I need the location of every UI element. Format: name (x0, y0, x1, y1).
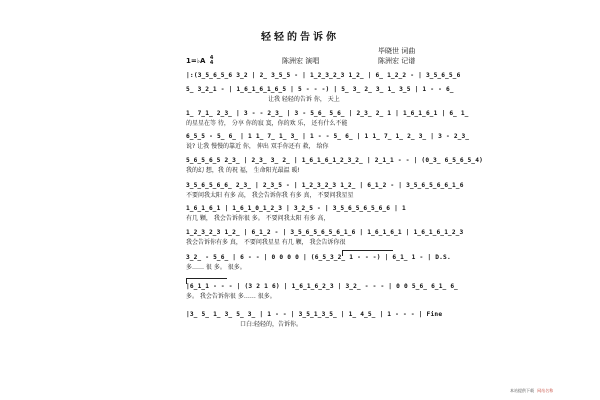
song-title: 轻轻的告诉你 (261, 32, 339, 43)
volta-bracket (342, 250, 393, 256)
lyric-line: 有几 颗， 我会告诉你很 多。 不要问我太阳 有多 高， (186, 215, 330, 222)
lyric-line: 不要问我太阳 有多 高， 我会告诉你我 有多 真， 不要问我星星 (186, 192, 354, 199)
lyric-line: 多…… 很 多。 很多。 (186, 264, 246, 271)
transcriber-credit: 陈洲宏 记谱 (378, 57, 416, 65)
notation-line: 3̲5̲6̲5̲6̲6̲ 2̲3̲ | 2̲3̲5 - | 1̲2̲3̲2̲3 1̲2̲ | 6̲1̲2 - | 3̲5̲6̲5̲6̲6̲1̲6 (186, 182, 464, 189)
notation-line: 5̲ 3̲2̲1 - | 1̲6̲1̲6̲1̲6̲5 | 5 - - -) | 5̲ 3̲ 2̲ 3̲ 1̲ 3̲5 | 1 - - 6̲ (186, 86, 454, 93)
notation-line: 1̲2̲3̲2̲3 1̲2̲ | 6̲1̲2 - | 3̲5̲6̲5̲6̲5̲6̲1̲6 | 1̲6̲1̲6̲1 | 1̲6̲1̲6̲1̲2̲3 (186, 229, 464, 236)
meter-bottom: 4 (209, 60, 214, 66)
lyric-line: 的星星在等 待， 分享 你的寂 寞，你的欢 乐， 还有什么不能 (186, 120, 348, 127)
credits (378, 46, 415, 66)
singer-credit: 陈洲宏 演唱 (282, 57, 320, 65)
meter-top: 4 (209, 55, 214, 61)
key-signature (186, 56, 213, 66)
notation-line: 3̲2̲ - 5̲6̲ | 6 - - | 0 0 0 0 | (6̲5̲3̲2̲ 1 - - -) | 6̲1̲ 1 - | D.S. (186, 254, 451, 261)
notation-line: 1̲6̲1̲6̲1 | 1̲6̲1̲0̲1̲2̲3 | 3̲2̲5 - | 3̲5̲6̲5̲6̲5̲6̲6 | 1 (186, 205, 406, 212)
notation-line: |3̲ 5̲ 1̲ 3̲ 5̲ 3̲ | 1 - - | 3̲5̲1̲3̲5̲ | 1̲ 4̲5̲ | 1 - - - | Fine (186, 311, 443, 318)
lyric-line: 多。 我会告诉你很 多…… 很多。 (186, 293, 276, 300)
notation-line: |6̲1̲1 - - - | (3 2 1 6) | 1̲6̲1̲6̲2̲3 | 3̲2̲ - - - | 0 0 5̲6̲ 6̲1̲ 6̲ (186, 283, 458, 290)
footer-text: 本站提供下载 (510, 388, 534, 393)
notation-line: 6̲5̲5 - 5̲ 6̲ | 1 1̲ 7̲ 1̲ 3̲ | 1 - - 5̲ 6̲ | 1 1̲ 7̲ 1̲ 2̲ 3̲ | 3 - 2̲3̲ (186, 133, 470, 140)
footer (510, 388, 553, 394)
time-signature (210, 56, 213, 66)
footer-site-link[interactable]: 网站名称 (537, 388, 554, 393)
notation-line: 1̲ 7̲1̲ 2̲3̲ | 3 - - 2̲3̲ | 3 - 5̲6̲ 5̲6̲ | 2̲3̲ 2̲ 1 | 1̲6̲1̲6̲1 | 6̲ 1̲ (186, 110, 469, 117)
lyric-line: 让我 轻轻的告诉 你， 天上 (268, 96, 340, 103)
key-label: 1=♭A (186, 57, 206, 65)
lyric-line: 说? 让我 慢慢的靠近 你， 伸出 双手你还有 救， 给你 (186, 143, 329, 150)
lyric-line: 口白:轻轻的，告诉你。 (240, 321, 303, 328)
notation-line: |:(3̲5̲6̲5̲6 3̲2 | 2̲ 3̲5̲5 - | 1̲2̲3̲2̲3 1̲2̲ | 6̲ 1̲2̲2 - | 3̲5̲6̲5̲6 (186, 72, 461, 79)
lyric-line: 我会告诉你有多 真， 不要问我星星 有几 颗， 我会告诉你很 (186, 239, 346, 246)
lyricist-credit: 毕晓世 词曲 (378, 47, 416, 55)
lyric-line: 我的幻 想，我 的祝 福， 生命阳光最温 暖! (186, 167, 300, 174)
notation-line: 5̲6̲5̲6̲5 2̲3̲ | 2̲3̲ 3̲ 2̲ | 1̲6̲1̲6̲1̲2̲3̲2̲ | 2̲1̲1 - - | (0̲3̲ 6̲5̲6̲5̲4) (186, 157, 484, 164)
